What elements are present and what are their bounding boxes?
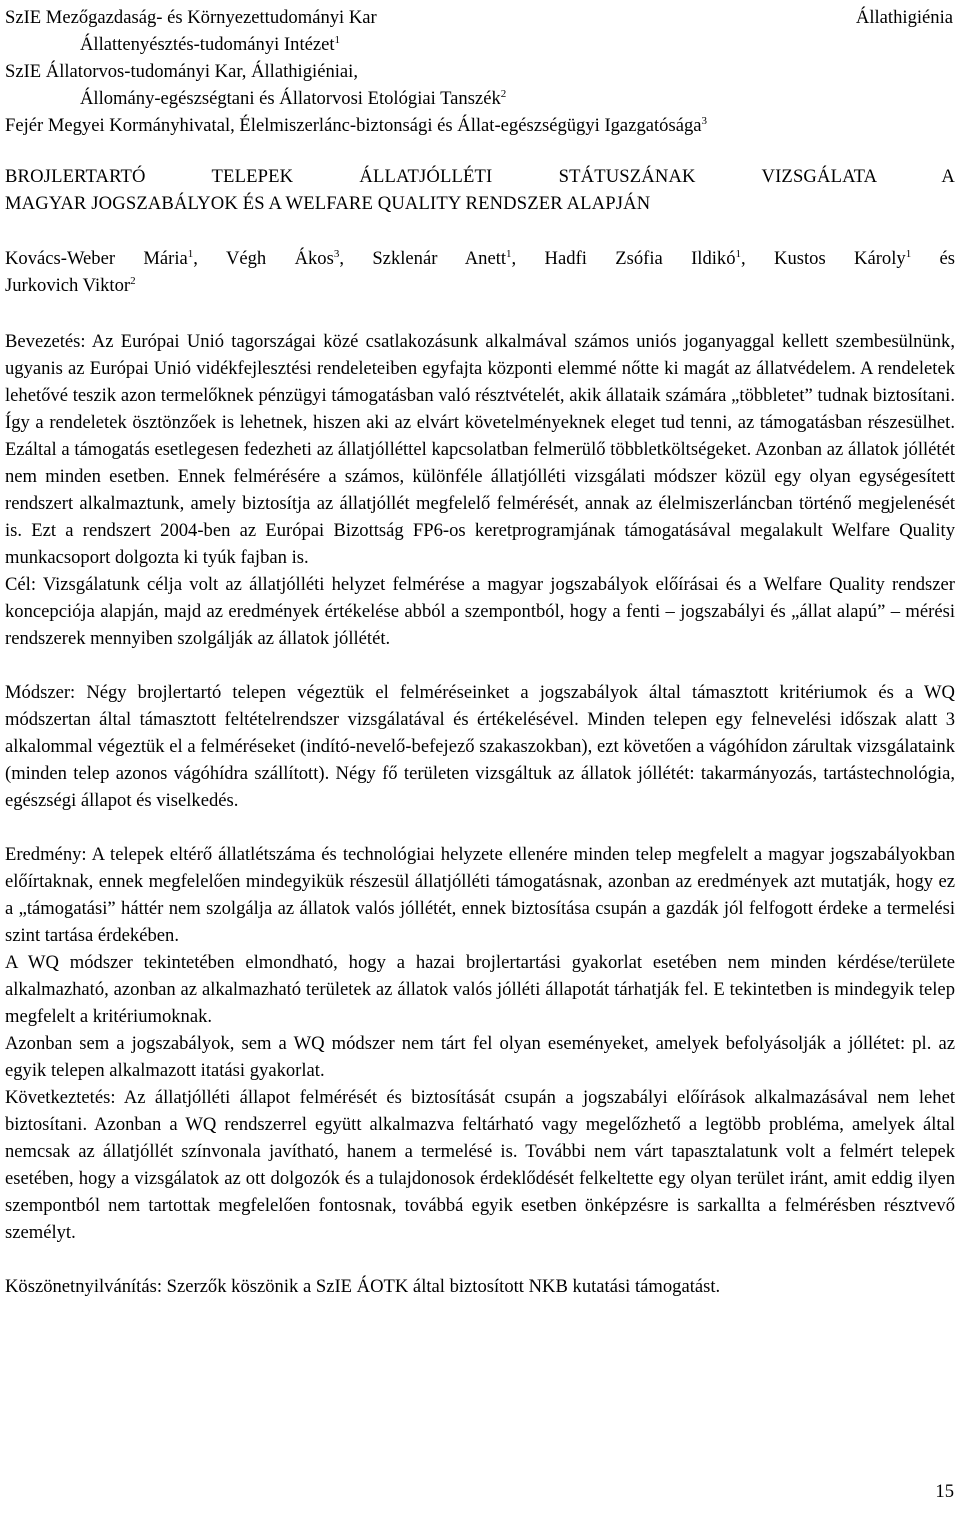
methods-paragraph: Módszer: Négy brojlertartó telepen végeztük el felméréseinket a jogszabályok által támasztott kritériumok és a WQ módszertan által támasztott feltételrendszer vizsgálatával és értékelésével. Minden telepen egy felnevelési időszak alatt 3 alkalommal végeztük el a felméréseket (indító-nevelő-befejező szakaszokban), ezt követően a vágóhídon zárultak vizsgálataink (minden telep azonos vágóhídra szállított). Négy fő területen vizsgáltuk az állatok jóllétét: takarmányozás, tartástechnológia, egészségi állapot és viselkedés. — [5, 682, 955, 811]
department-name: Állomány-egészségtani és Állatorvosi Etológiai Tanszék$^2$ — [80, 88, 507, 109]
introduction-paragraph: Bevezetés: Az Európai Unió tagországai közé csatlakozásunk alkalmával számos uniós joganyaggal kellett szembesülnünk, ugyanis az Európai Unió vidékfejlesztési rendeleteiben egyfajta központi elemmé nőtte ki magát az állatvédelem. A rendeletek lehetővé teszik azon termelőknek pénzügyi támogatásban való résztvételét, akik állataik számára „többletet” tudnak biztosítani. Így a rendeletek ösztönzőek is lehetnek, hiszen aki az elvárt követelményeknek eleget tud tenni, az támogatásban részesülhet. Ezáltal a támogatás esetlegesen fedezheti az állatjólléttel kapcsolatban felmerülő többletköltségeket. Azonban az állatok jóllétét nem minden esetben. Ennek felmérésére a számos, különféle állatjólléti vizsgálati módszer közül egy olyan egységesített rendszert alkalmaztunk, amely biztosítja az állatjóllét megfelelő felmérését, annak az élelmiszerláncban történő megjelenését is. Ezt a rendszert 2004-ben az Európai Bizottság FP6-os keretprogramjának támogatásával megalakult Welfare Quality munkacsoport dolgozta ki tyúk fajban is. — [5, 331, 955, 568]
author-name: Hadfi Zsófia Ildikó — [544, 248, 736, 269]
author-affiliation-marker: 2 — [130, 275, 136, 287]
author-list: Kovács-Weber Mária$^1$, Végh Ákos$^3$, Szklenár Anett$^1$, Hadfi Zsófia Ildikó$^1$, Kustos Károly$^1$ és Jurkovich Viktor$^2$ — [5, 248, 956, 296]
results-paragraph-limits: Azonban sem a jogszabályok, sem a WQ módszer nem tárt fel olyan eseményeket, amelyek befolyásolják a jóllétet: pl. az egyik telepen alkalmazott itatási gyakorlat. — [5, 1033, 955, 1081]
author-name: Jurkovich Viktor — [5, 275, 131, 296]
document-page — [5, 4, 955, 1300]
title-line-2: MAGYAR JOGSZABÁLYOK ÉS A WELFARE QUALITY RENDSZER ALAPJÁN — [5, 193, 651, 214]
institute-name: Állattenyésztés-tudományi Intézet$^1$ — [80, 34, 341, 55]
running-title: Állathigiénia — [855, 7, 953, 28]
author-affiliation-marker: 3 — [333, 248, 340, 260]
author-affiliation-marker: 1 — [735, 248, 742, 260]
page-number: 15 — [935, 1481, 954, 1502]
author-name: Végh Ákos — [225, 248, 334, 269]
faculty-name: SzIE Mezőgazdaság- és Környezettudományi Kar — [5, 7, 377, 28]
author-name: Kovács-Weber Mária — [5, 248, 188, 269]
title-line-1: BROJLERTARTÓ TELEPEK ÁLLATJÓLLÉTI STÁTUSZÁNAK VIZSGÁLATA A — [5, 166, 955, 187]
author-name: Szklenár Anett — [372, 248, 507, 269]
affiliation-marker: 3 — [701, 115, 707, 127]
paper-title — [5, 163, 955, 217]
affiliation-marker: 2 — [500, 88, 507, 100]
author-affiliation-marker: 1 — [187, 248, 194, 260]
author-affiliation-marker: 1 — [506, 248, 512, 260]
author-name: Kustos Károly — [774, 248, 906, 269]
government-office-name: Fejér Megyei Kormányhivatal, Élelmiszerlánc-biztonsági és Állat-egészségügyi Igazgatósága$^3$ — [5, 115, 707, 136]
aim-paragraph: Cél: Vizsgálatunk célja volt az állatjólléti helyzet felmérése a magyar jogszabályok előírásai és a Welfare Quality rendszer koncepciója alapján, majd az eredmények értékelése abból a szempontból, hogy a fenti – jogszabályi és „állat alapú” – mérési rendszerek mennyiben szolgálják az állatok jóllétét. — [5, 574, 955, 649]
header-line-1 — [5, 4, 955, 31]
conclusion-paragraph: Következtetés: Az állatjólléti állapot felmérését és biztosítását csupán a jogszabályi előírások alkalmazásával nem lehet biztosítani. Azonban a WQ rendszerrel együtt alkalmazva feltárható vagy megelőzhető a legtöbb probléma, amelyek által nemcsak az állatjóllét színvonala javítható, hanem a termelésé is. További nem várt tapasztalatunk volt a felmért telepek esetében, hogy a vizsgálatok az ott dolgozók és a tulajdonosok érdeklődését felkeltette egy olyan terület iránt, amit eddig ilyen szempontból nem tartottak megfelelően fontosnak, továbbá egyik esetben önképzésre is sarkallta a felmérésben résztvevő személyt. — [5, 1087, 955, 1243]
affiliation-marker: 1 — [334, 34, 341, 46]
author-affiliation-marker: 1 — [905, 248, 912, 260]
faculty-name-2: SzIE Állatorvos-tudományi Kar, Állathigiéniai, — [5, 61, 358, 82]
affiliation-header — [5, 4, 955, 139]
results-paragraph: Eredmény: A telepek eltérő állatlétszáma és technológiai helyzete ellenére minden telep megfelelt a magyar jogszabályokban előírtaknak, ennek megfelelően mindegyikük részesül állatjólléti támogatásnak, azonban az eredmények azt mutatják, hogy ez a „támogatási” háttér nem szolgálja az állatok valós jóllétét, ennek biztosítása csupán a gazdák jól felfogott érdeke a termelési szint tartása érdekében. — [5, 844, 955, 946]
acknowledgement-paragraph: Köszönetnyilvánítás: Szerzők köszönik a SzIE ÁOTK által biztosított NKB kutatási támogatást. — [5, 1276, 721, 1297]
results-paragraph-wq: A WQ módszer tekintetében elmondható, hogy a hazai brojlertartási gyakorlat esetében nem minden kérdése/területe alkalmazható, azonban az alkalmazható területek az állatok valós jólléti állapotát tárhatják fel. E tekintetben is mindegyik telep megfelelt a kritériumoknak. — [5, 952, 955, 1027]
